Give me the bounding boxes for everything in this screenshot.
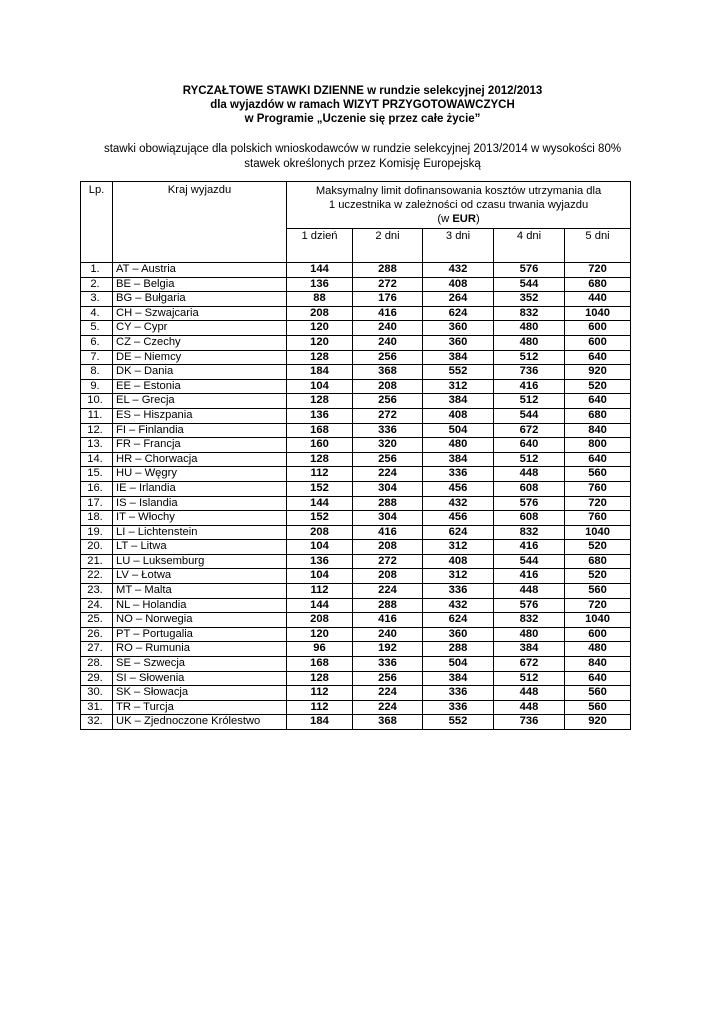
rate-day-5: 680 bbox=[565, 277, 631, 292]
row-number: 16. bbox=[81, 481, 113, 496]
row-number: 28. bbox=[81, 657, 113, 672]
rate-day-1: 144 bbox=[287, 263, 353, 278]
header-day-5: 5 dni bbox=[565, 229, 631, 263]
header-country: Kraj wyjazdu bbox=[113, 182, 287, 263]
rate-day-3: 336 bbox=[423, 584, 494, 599]
rate-day-3: 384 bbox=[423, 350, 494, 365]
rate-day-2: 240 bbox=[353, 321, 423, 336]
row-number: 15. bbox=[81, 467, 113, 482]
row-number: 31. bbox=[81, 700, 113, 715]
rate-day-5: 480 bbox=[565, 642, 631, 657]
table-row bbox=[81, 438, 631, 453]
table-row bbox=[81, 350, 631, 365]
rate-day-2: 288 bbox=[353, 496, 423, 511]
row-number: 19. bbox=[81, 525, 113, 540]
rate-day-4: 672 bbox=[494, 657, 565, 672]
rate-day-3: 408 bbox=[423, 277, 494, 292]
rate-day-1: 136 bbox=[287, 554, 353, 569]
row-number: 21. bbox=[81, 554, 113, 569]
row-number: 7. bbox=[81, 350, 113, 365]
document-subtitle bbox=[0, 142, 725, 172]
row-number: 23. bbox=[81, 584, 113, 599]
table-row bbox=[81, 511, 631, 526]
country-cell: EE – Estonia bbox=[113, 379, 287, 394]
rate-day-4: 576 bbox=[494, 263, 565, 278]
rate-day-5: 560 bbox=[565, 686, 631, 701]
rate-day-1: 112 bbox=[287, 686, 353, 701]
country-cell: LT – Litwa bbox=[113, 540, 287, 555]
currency-label: EUR bbox=[452, 213, 476, 225]
rate-day-3: 552 bbox=[423, 365, 494, 380]
rate-day-2: 272 bbox=[353, 554, 423, 569]
rate-day-5: 600 bbox=[565, 627, 631, 642]
row-number: 26. bbox=[81, 627, 113, 642]
rate-day-4: 832 bbox=[494, 613, 565, 628]
country-cell: NO – Norwegia bbox=[113, 613, 287, 628]
row-number: 20. bbox=[81, 540, 113, 555]
rate-day-5: 640 bbox=[565, 350, 631, 365]
rate-day-1: 144 bbox=[287, 598, 353, 613]
country-cell: TR – Turcja bbox=[113, 700, 287, 715]
rate-day-4: 512 bbox=[494, 671, 565, 686]
rate-day-3: 384 bbox=[423, 394, 494, 409]
rate-day-1: 96 bbox=[287, 642, 353, 657]
rate-day-3: 336 bbox=[423, 700, 494, 715]
rate-day-3: 504 bbox=[423, 657, 494, 672]
table-row bbox=[81, 408, 631, 423]
rate-day-1: 104 bbox=[287, 569, 353, 584]
rate-day-5: 1040 bbox=[565, 525, 631, 540]
country-cell: IT – Włochy bbox=[113, 511, 287, 526]
title-line-2: dla wyjazdów w ramach WIZYT PRZYGOTOWAWCZYCH bbox=[210, 99, 515, 111]
rate-day-3: 384 bbox=[423, 452, 494, 467]
row-number: 29. bbox=[81, 671, 113, 686]
table-row bbox=[81, 642, 631, 657]
row-number: 10. bbox=[81, 394, 113, 409]
rate-day-2: 224 bbox=[353, 686, 423, 701]
rate-day-4: 608 bbox=[494, 511, 565, 526]
rate-day-5: 720 bbox=[565, 496, 631, 511]
rate-day-3: 336 bbox=[423, 467, 494, 482]
rate-day-2: 256 bbox=[353, 394, 423, 409]
row-number: 18. bbox=[81, 511, 113, 526]
row-number: 1. bbox=[81, 263, 113, 278]
rate-day-3: 480 bbox=[423, 438, 494, 453]
table-row bbox=[81, 598, 631, 613]
table-row bbox=[81, 263, 631, 278]
rate-day-5: 640 bbox=[565, 452, 631, 467]
rate-day-2: 336 bbox=[353, 423, 423, 438]
rate-day-2: 224 bbox=[353, 467, 423, 482]
currency-suffix: ) bbox=[475, 213, 480, 225]
rate-day-2: 304 bbox=[353, 511, 423, 526]
country-cell: CH – Szwajcaria bbox=[113, 306, 287, 321]
subtitle-line-1: stawki obowiązujące dla polskich wnioskodawców w rundzie selekcyjnej 2013/2014 w wysokości 80% bbox=[103, 143, 622, 155]
country-cell: MT – Malta bbox=[113, 584, 287, 599]
table-row bbox=[81, 627, 631, 642]
country-cell: UK – Zjednoczone Królestwo bbox=[113, 715, 287, 730]
rate-day-2: 272 bbox=[353, 277, 423, 292]
row-number: 17. bbox=[81, 496, 113, 511]
rate-day-4: 608 bbox=[494, 481, 565, 496]
country-cell: AT – Austria bbox=[113, 263, 287, 278]
rate-day-2: 208 bbox=[353, 540, 423, 555]
rate-day-2: 288 bbox=[353, 598, 423, 613]
rate-day-3: 456 bbox=[423, 481, 494, 496]
rate-day-5: 600 bbox=[565, 335, 631, 350]
country-cell: HU – Węgry bbox=[113, 467, 287, 482]
rate-day-3: 432 bbox=[423, 598, 494, 613]
rate-day-1: 152 bbox=[287, 511, 353, 526]
rate-day-1: 120 bbox=[287, 321, 353, 336]
rate-day-4: 512 bbox=[494, 350, 565, 365]
rate-day-4: 480 bbox=[494, 321, 565, 336]
table-row bbox=[81, 467, 631, 482]
rate-day-4: 512 bbox=[494, 394, 565, 409]
rate-day-1: 120 bbox=[287, 627, 353, 642]
rate-day-4: 352 bbox=[494, 292, 565, 307]
rate-day-3: 432 bbox=[423, 263, 494, 278]
rate-day-2: 256 bbox=[353, 671, 423, 686]
row-number: 30. bbox=[81, 686, 113, 701]
rate-day-1: 208 bbox=[287, 306, 353, 321]
country-cell: SI – Słowenia bbox=[113, 671, 287, 686]
rate-day-2: 336 bbox=[353, 657, 423, 672]
row-number: 4. bbox=[81, 306, 113, 321]
rate-day-4: 544 bbox=[494, 554, 565, 569]
rate-day-5: 720 bbox=[565, 598, 631, 613]
rate-day-5: 520 bbox=[565, 540, 631, 555]
rate-day-4: 832 bbox=[494, 525, 565, 540]
rate-day-1: 144 bbox=[287, 496, 353, 511]
rate-day-1: 136 bbox=[287, 277, 353, 292]
rate-day-5: 560 bbox=[565, 584, 631, 599]
rate-day-5: 840 bbox=[565, 657, 631, 672]
country-cell: SK – Słowacja bbox=[113, 686, 287, 701]
table-row bbox=[81, 277, 631, 292]
rate-day-1: 168 bbox=[287, 657, 353, 672]
rate-day-5: 920 bbox=[565, 365, 631, 380]
row-number: 22. bbox=[81, 569, 113, 584]
rate-day-2: 224 bbox=[353, 584, 423, 599]
header-max-line-3 bbox=[290, 212, 627, 226]
rate-day-5: 640 bbox=[565, 394, 631, 409]
row-number: 8. bbox=[81, 365, 113, 380]
rate-day-2: 416 bbox=[353, 525, 423, 540]
header-day-2: 2 dni bbox=[353, 229, 423, 263]
row-number: 12. bbox=[81, 423, 113, 438]
rate-day-3: 504 bbox=[423, 423, 494, 438]
table-row bbox=[81, 321, 631, 336]
country-cell: RO – Rumunia bbox=[113, 642, 287, 657]
rate-day-1: 168 bbox=[287, 423, 353, 438]
rate-day-1: 104 bbox=[287, 379, 353, 394]
rate-day-5: 680 bbox=[565, 408, 631, 423]
country-cell: NL – Holandia bbox=[113, 598, 287, 613]
country-cell: DE – Niemcy bbox=[113, 350, 287, 365]
header-max-line-2: 1 uczestnika w zależności od czasu trwania wyjazdu bbox=[328, 199, 589, 211]
table-row bbox=[81, 423, 631, 438]
rate-day-2: 304 bbox=[353, 481, 423, 496]
table-row bbox=[81, 686, 631, 701]
rate-day-2: 224 bbox=[353, 700, 423, 715]
row-number: 2. bbox=[81, 277, 113, 292]
rate-day-5: 560 bbox=[565, 467, 631, 482]
row-number: 25. bbox=[81, 613, 113, 628]
rate-day-1: 128 bbox=[287, 671, 353, 686]
rate-day-2: 368 bbox=[353, 715, 423, 730]
row-number: 11. bbox=[81, 408, 113, 423]
rate-day-5: 720 bbox=[565, 263, 631, 278]
header-day-4: 4 dni bbox=[494, 229, 565, 263]
rate-day-4: 544 bbox=[494, 408, 565, 423]
table-row bbox=[81, 452, 631, 467]
rate-day-3: 624 bbox=[423, 306, 494, 321]
rate-day-5: 800 bbox=[565, 438, 631, 453]
rate-day-2: 256 bbox=[353, 350, 423, 365]
rate-day-2: 176 bbox=[353, 292, 423, 307]
table-row bbox=[81, 365, 631, 380]
row-number: 3. bbox=[81, 292, 113, 307]
rate-day-5: 680 bbox=[565, 554, 631, 569]
rate-day-5: 640 bbox=[565, 671, 631, 686]
rate-day-4: 480 bbox=[494, 627, 565, 642]
country-cell: IS – Islandia bbox=[113, 496, 287, 511]
table-row bbox=[81, 657, 631, 672]
table-row bbox=[81, 306, 631, 321]
rate-day-3: 360 bbox=[423, 321, 494, 336]
rate-day-5: 840 bbox=[565, 423, 631, 438]
table-row bbox=[81, 554, 631, 569]
table-row bbox=[81, 569, 631, 584]
country-cell: BE – Belgia bbox=[113, 277, 287, 292]
rate-day-4: 416 bbox=[494, 540, 565, 555]
rate-day-2: 272 bbox=[353, 408, 423, 423]
rate-day-3: 408 bbox=[423, 554, 494, 569]
rate-day-2: 288 bbox=[353, 263, 423, 278]
rate-day-4: 480 bbox=[494, 335, 565, 350]
country-cell: CY – Cypr bbox=[113, 321, 287, 336]
rate-day-4: 736 bbox=[494, 715, 565, 730]
country-cell: FI – Finlandia bbox=[113, 423, 287, 438]
rate-day-1: 120 bbox=[287, 335, 353, 350]
rate-day-4: 640 bbox=[494, 438, 565, 453]
rate-day-1: 208 bbox=[287, 613, 353, 628]
rate-day-5: 560 bbox=[565, 700, 631, 715]
title-line-1: RYCZAŁTOWE STAWKI DZIENNE w rundzie selekcyjnej 2012/2013 bbox=[182, 85, 543, 97]
row-number: 9. bbox=[81, 379, 113, 394]
rate-day-5: 760 bbox=[565, 481, 631, 496]
table-row bbox=[81, 379, 631, 394]
country-cell: EL – Grecja bbox=[113, 394, 287, 409]
rate-day-4: 416 bbox=[494, 379, 565, 394]
rate-day-4: 832 bbox=[494, 306, 565, 321]
rate-day-1: 112 bbox=[287, 700, 353, 715]
rate-day-1: 88 bbox=[287, 292, 353, 307]
table-row bbox=[81, 584, 631, 599]
country-cell: LI – Lichtenstein bbox=[113, 525, 287, 540]
table-row bbox=[81, 700, 631, 715]
rate-day-2: 208 bbox=[353, 379, 423, 394]
rate-day-4: 448 bbox=[494, 584, 565, 599]
country-cell: DK – Dania bbox=[113, 365, 287, 380]
rate-day-3: 624 bbox=[423, 613, 494, 628]
country-cell: LV – Łotwa bbox=[113, 569, 287, 584]
rates-table bbox=[80, 181, 631, 730]
country-cell: ES – Hiszpania bbox=[113, 408, 287, 423]
row-number: 14. bbox=[81, 452, 113, 467]
rate-day-4: 448 bbox=[494, 686, 565, 701]
rate-day-2: 368 bbox=[353, 365, 423, 380]
rate-day-1: 184 bbox=[287, 365, 353, 380]
rate-day-5: 920 bbox=[565, 715, 631, 730]
rate-day-3: 432 bbox=[423, 496, 494, 511]
row-number: 6. bbox=[81, 335, 113, 350]
rate-day-2: 416 bbox=[353, 306, 423, 321]
table-row bbox=[81, 671, 631, 686]
table-row bbox=[81, 394, 631, 409]
table-row bbox=[81, 540, 631, 555]
rate-day-4: 384 bbox=[494, 642, 565, 657]
country-cell: HR – Chorwacja bbox=[113, 452, 287, 467]
rate-day-1: 128 bbox=[287, 452, 353, 467]
subtitle-line-2: stawek określonych przez Komisję Europejską bbox=[244, 158, 481, 170]
rate-day-1: 152 bbox=[287, 481, 353, 496]
rate-day-1: 128 bbox=[287, 394, 353, 409]
rate-day-3: 288 bbox=[423, 642, 494, 657]
rate-day-1: 160 bbox=[287, 438, 353, 453]
rate-day-4: 448 bbox=[494, 467, 565, 482]
rate-day-4: 672 bbox=[494, 423, 565, 438]
rate-day-3: 360 bbox=[423, 335, 494, 350]
header-day-1: 1 dzień bbox=[287, 229, 353, 263]
header-max-limit bbox=[287, 182, 631, 229]
rate-day-1: 128 bbox=[287, 350, 353, 365]
country-cell: BG – Bułgaria bbox=[113, 292, 287, 307]
country-cell: PT – Portugalia bbox=[113, 627, 287, 642]
rate-day-5: 520 bbox=[565, 379, 631, 394]
rate-day-4: 512 bbox=[494, 452, 565, 467]
rate-day-1: 136 bbox=[287, 408, 353, 423]
title-line-3: w Programie „Uczenie się przez całe życie” bbox=[244, 113, 481, 125]
rate-day-2: 320 bbox=[353, 438, 423, 453]
rate-day-1: 112 bbox=[287, 467, 353, 482]
rate-day-3: 312 bbox=[423, 569, 494, 584]
rate-day-4: 576 bbox=[494, 496, 565, 511]
country-cell: FR – Francja bbox=[113, 438, 287, 453]
rate-day-1: 184 bbox=[287, 715, 353, 730]
rate-day-2: 256 bbox=[353, 452, 423, 467]
rate-day-3: 408 bbox=[423, 408, 494, 423]
document-title bbox=[0, 84, 725, 126]
table-row bbox=[81, 335, 631, 350]
rate-day-3: 360 bbox=[423, 627, 494, 642]
header-max-line-1: Maksymalny limit dofinansowania kosztów utrzymania dla bbox=[315, 185, 602, 197]
rate-day-3: 624 bbox=[423, 525, 494, 540]
row-number: 32. bbox=[81, 715, 113, 730]
table-row bbox=[81, 496, 631, 511]
rate-day-5: 440 bbox=[565, 292, 631, 307]
rate-day-5: 600 bbox=[565, 321, 631, 336]
header-row bbox=[81, 182, 631, 229]
rate-day-4: 448 bbox=[494, 700, 565, 715]
country-cell: LU – Luksemburg bbox=[113, 554, 287, 569]
rate-day-2: 192 bbox=[353, 642, 423, 657]
row-number: 24. bbox=[81, 598, 113, 613]
table-row bbox=[81, 292, 631, 307]
currency-prefix: (w bbox=[437, 213, 453, 225]
rate-day-1: 104 bbox=[287, 540, 353, 555]
country-cell: SE – Szwecja bbox=[113, 657, 287, 672]
rate-day-3: 312 bbox=[423, 379, 494, 394]
rate-day-2: 240 bbox=[353, 335, 423, 350]
rate-day-3: 312 bbox=[423, 540, 494, 555]
table-row bbox=[81, 481, 631, 496]
rate-day-3: 264 bbox=[423, 292, 494, 307]
rate-day-5: 760 bbox=[565, 511, 631, 526]
rate-day-1: 208 bbox=[287, 525, 353, 540]
header-lp: Lp. bbox=[81, 182, 113, 263]
row-number: 13. bbox=[81, 438, 113, 453]
rate-day-3: 552 bbox=[423, 715, 494, 730]
rate-day-5: 1040 bbox=[565, 613, 631, 628]
rate-day-4: 736 bbox=[494, 365, 565, 380]
rate-day-1: 112 bbox=[287, 584, 353, 599]
rate-day-3: 336 bbox=[423, 686, 494, 701]
country-cell: IE – Irlandia bbox=[113, 481, 287, 496]
header-day-3: 3 dni bbox=[423, 229, 494, 263]
rate-day-2: 208 bbox=[353, 569, 423, 584]
table-row bbox=[81, 525, 631, 540]
row-number: 27. bbox=[81, 642, 113, 657]
rate-day-5: 520 bbox=[565, 569, 631, 584]
rate-day-4: 416 bbox=[494, 569, 565, 584]
table-row bbox=[81, 613, 631, 628]
rate-day-3: 456 bbox=[423, 511, 494, 526]
rate-day-2: 416 bbox=[353, 613, 423, 628]
rate-day-4: 544 bbox=[494, 277, 565, 292]
country-cell: CZ – Czechy bbox=[113, 335, 287, 350]
rate-day-3: 384 bbox=[423, 671, 494, 686]
rate-day-2: 240 bbox=[353, 627, 423, 642]
row-number: 5. bbox=[81, 321, 113, 336]
rate-day-4: 576 bbox=[494, 598, 565, 613]
rate-day-5: 1040 bbox=[565, 306, 631, 321]
table-row bbox=[81, 715, 631, 730]
